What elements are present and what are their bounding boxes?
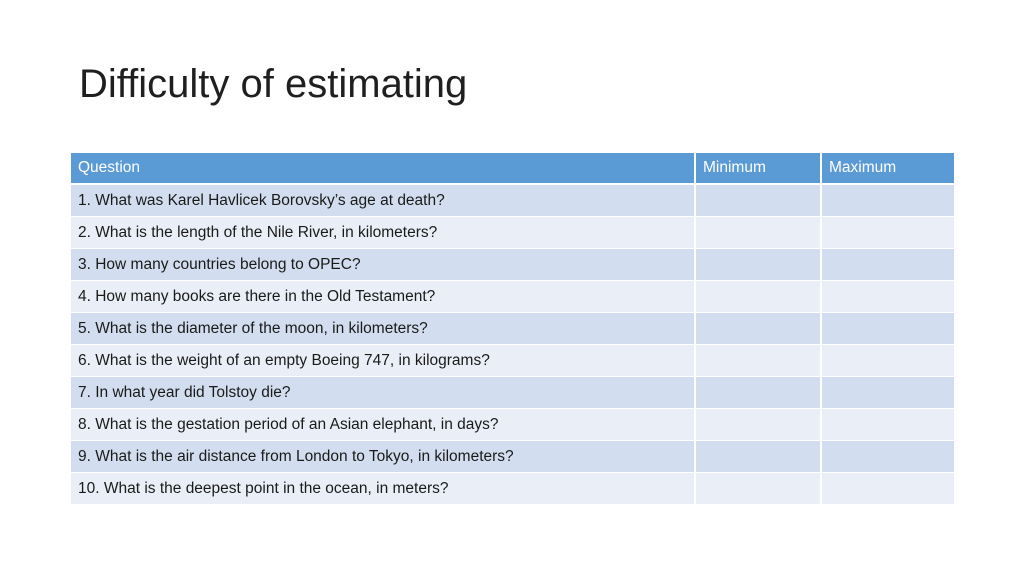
maximum-cell[interactable]: [821, 184, 954, 217]
table-row: [71, 249, 954, 281]
table-header-row: [71, 153, 954, 184]
table-row: [71, 441, 954, 473]
header-maximum: Maximum: [821, 153, 954, 184]
table-row: [71, 281, 954, 313]
minimum-cell[interactable]: [695, 441, 821, 473]
table-row: [71, 377, 954, 409]
header-minimum: Minimum: [695, 153, 821, 184]
maximum-cell[interactable]: [821, 409, 954, 441]
question-cell: 9. What is the air distance from London to Tokyo, in kilometers?: [71, 441, 695, 473]
table-row: [71, 345, 954, 377]
minimum-cell[interactable]: [695, 184, 821, 217]
question-cell: 5. What is the diameter of the moon, in kilometers?: [71, 313, 695, 345]
maximum-cell[interactable]: [821, 441, 954, 473]
maximum-cell[interactable]: [821, 377, 954, 409]
minimum-cell[interactable]: [695, 217, 821, 249]
maximum-cell[interactable]: [821, 249, 954, 281]
slide-title: Difficulty of estimating: [79, 62, 468, 106]
question-cell: 4. How many books are there in the Old Testament?: [71, 281, 695, 313]
table-row: [71, 217, 954, 249]
maximum-cell[interactable]: [821, 217, 954, 249]
maximum-cell[interactable]: [821, 281, 954, 313]
maximum-cell[interactable]: [821, 313, 954, 345]
maximum-cell[interactable]: [821, 345, 954, 377]
table-row: [71, 184, 954, 217]
maximum-cell[interactable]: [821, 473, 954, 505]
question-cell: 2. What is the length of the Nile River, in kilometers?: [71, 217, 695, 249]
table-row: [71, 409, 954, 441]
question-cell: 3. How many countries belong to OPEC?: [71, 249, 695, 281]
minimum-cell[interactable]: [695, 249, 821, 281]
minimum-cell[interactable]: [695, 473, 821, 505]
table-row: [71, 313, 954, 345]
question-cell: 7. In what year did Tolstoy die?: [71, 377, 695, 409]
minimum-cell[interactable]: [695, 409, 821, 441]
header-question: Question: [71, 153, 695, 184]
question-cell: 10. What is the deepest point in the ocean, in meters?: [71, 473, 695, 505]
estimation-table: [71, 153, 954, 505]
minimum-cell[interactable]: [695, 345, 821, 377]
table-row: [71, 473, 954, 505]
minimum-cell[interactable]: [695, 281, 821, 313]
question-cell: 8. What is the gestation period of an Asian elephant, in days?: [71, 409, 695, 441]
question-cell: 6. What is the weight of an empty Boeing 747, in kilograms?: [71, 345, 695, 377]
question-cell: 1. What was Karel Havlicek Borovsky’s age at death?: [71, 184, 695, 217]
minimum-cell[interactable]: [695, 377, 821, 409]
minimum-cell[interactable]: [695, 313, 821, 345]
